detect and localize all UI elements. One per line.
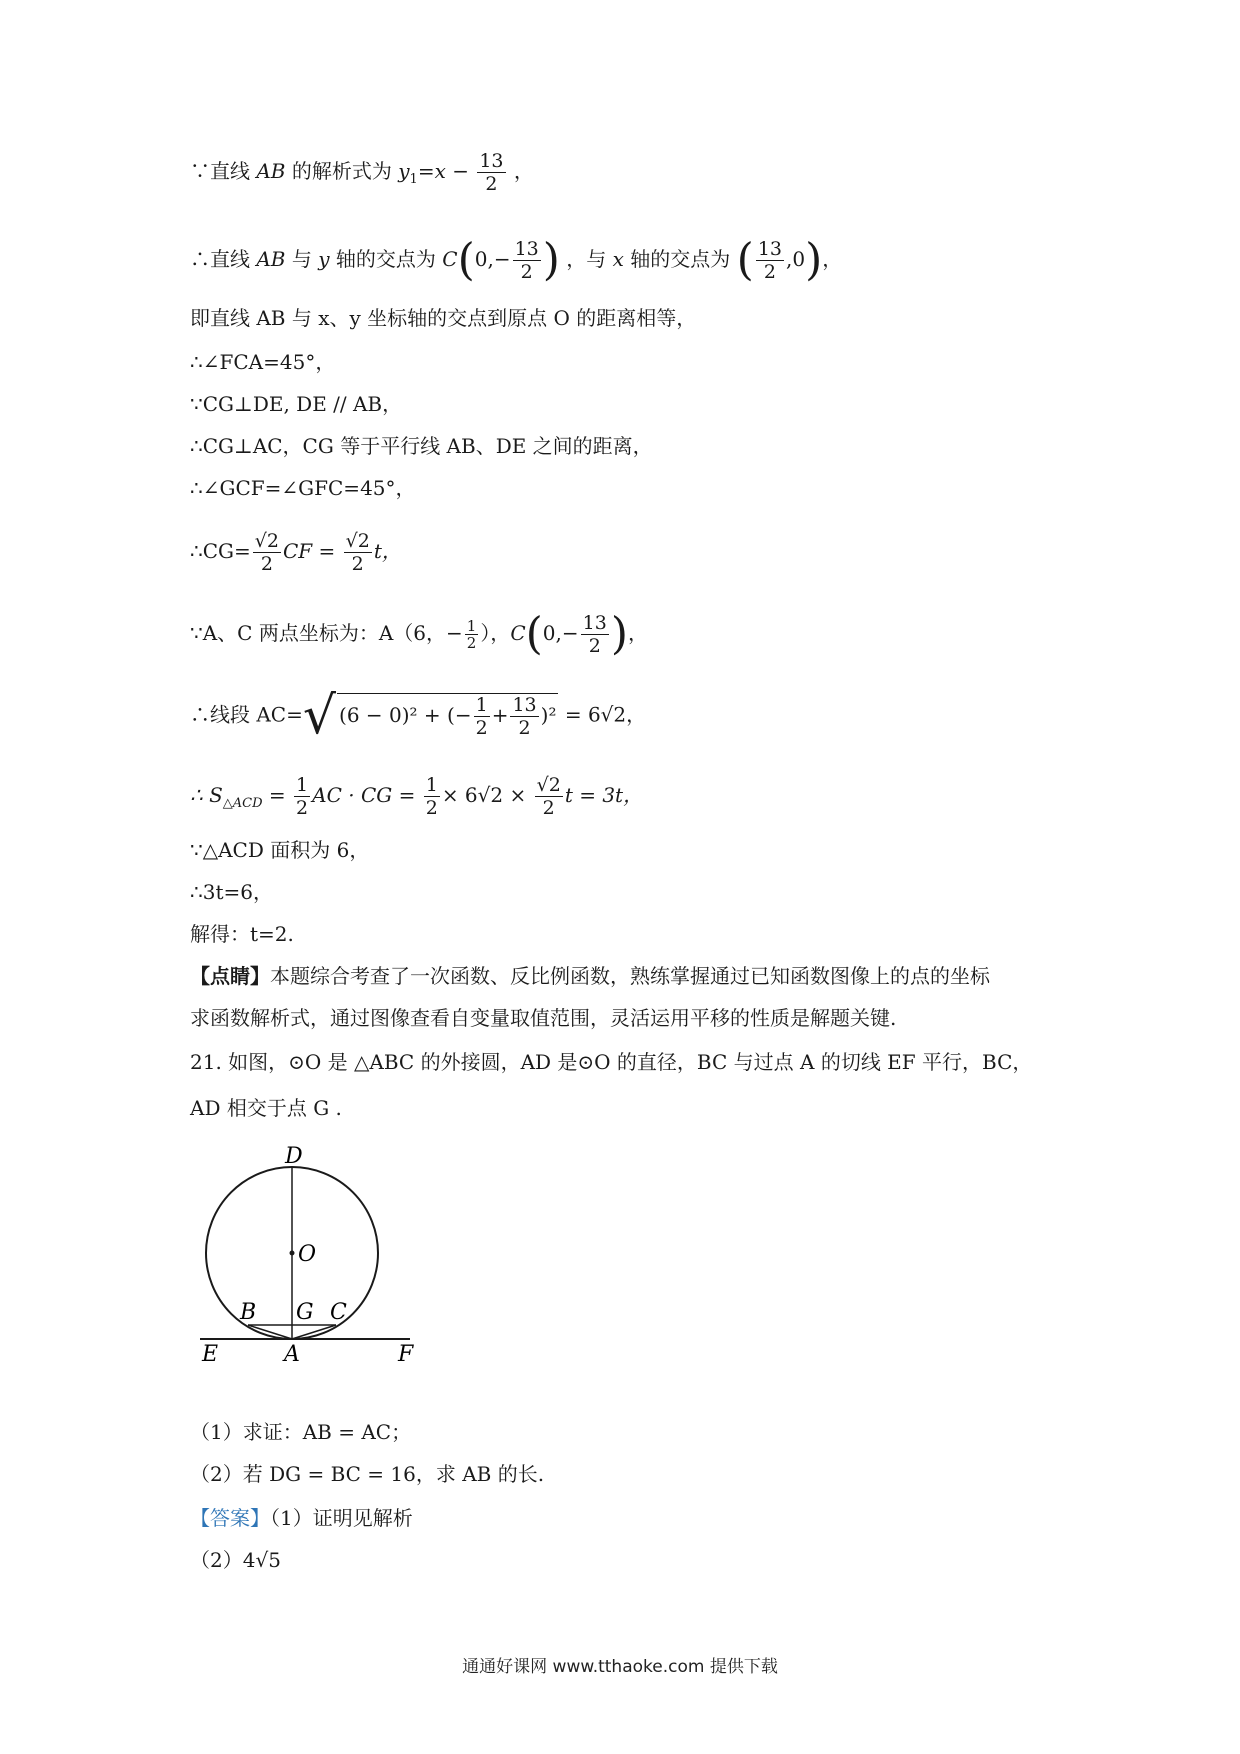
line-14: 解得：t=2. xyxy=(190,922,294,946)
fraction: $\frac{1}{2}$ xyxy=(466,617,477,652)
label-c: C xyxy=(330,1300,347,1325)
line-10: ∴线段 AC=√ (6 − 0)² + (− $\frac{1}{2}$ + $\frac{13}{2}$ )² = 6√2， xyxy=(190,686,647,746)
question-2: （2）若 DG = BC = 16，求 AB 的长. xyxy=(190,1462,545,1486)
line-5: ∵CG⊥DE, DE // AB， xyxy=(190,392,403,416)
circle-figure xyxy=(190,1135,430,1365)
line-16: 求函数解析式，通过图像查看自变量取值范围，灵活运用平移的性质是解题关键. xyxy=(190,1006,897,1030)
line-3: 即直线 AB 与 x、y 坐标轴的交点到原点 O 的距离相等， xyxy=(190,306,697,330)
question-1: （1）求证：AB = AC； xyxy=(190,1420,412,1444)
label-d: D xyxy=(285,1144,303,1169)
label-o: O xyxy=(298,1242,317,1267)
label-e: E xyxy=(202,1342,219,1365)
answer-2: （2）4√5 xyxy=(190,1548,281,1572)
fraction: $\frac{√2}{2}$ xyxy=(254,530,279,575)
line-13: ∴3t=6， xyxy=(190,880,273,904)
line-9: ∵A、C 两点坐标为：A（6，− $\frac{1}{2}$ ），C(0,− $\frac{13}{2}$ )， xyxy=(190,608,648,660)
line-18: AD 相交于点 G . xyxy=(190,1096,342,1120)
line-8: ∴CG= $\frac{√2}{2}$ CF = $\frac{√2}{2}$ t， xyxy=(190,530,402,575)
fraction: $\frac{13}{2}$ xyxy=(757,238,783,283)
line-12: ∵△ACD 面积为 6， xyxy=(190,838,370,862)
line-17: 21. 如图，⊙O 是 △ABC 的外接圆，AD 是⊙O 的直径，BC 与过点 A 的切线 EF 平行，BC， xyxy=(190,1050,1033,1074)
label-f: F xyxy=(398,1342,414,1365)
fraction: $\frac{13}{2}$ xyxy=(479,150,504,195)
line-6: ∴CG⊥AC，CG 等于平行线 AB、DE 之间的距离， xyxy=(190,434,653,458)
line-2: ∴直线 AB 与 y 轴的交点为 C(0,− $\frac{13}{2}$ ) ，与 x 轴的交点为 ( $\frac{13}{2}$ ,0)， xyxy=(190,234,843,286)
fraction: $\frac{13}{2}$ xyxy=(582,612,607,657)
page-footer: 通通好课网 www.tthaoke.com 提供下载 xyxy=(462,1657,778,1677)
label-g: G xyxy=(296,1300,314,1325)
line-7: ∴∠GCF=∠GFC=45°， xyxy=(190,476,416,500)
answer-tag: 【答案】 xyxy=(190,1506,270,1530)
label-b: B xyxy=(240,1300,257,1325)
label-a: A xyxy=(284,1342,300,1365)
line-11: ∴ $S_{\triangle ACD}$ = $\frac{1}{2}$ AC · CG = $\frac{1}{2}$ × 6√2 × $\frac{√2}{2}$ t = 3t， xyxy=(190,774,644,819)
line-15: 【点睛】本题综合考查了一次函数、反比例函数，熟练掌握通过已知函数图像上的点的坐标 xyxy=(190,964,990,988)
fraction: $\frac{√2}{2}$ xyxy=(345,530,370,575)
line-4: ∴∠FCA=45°， xyxy=(190,350,336,374)
answer-1: 【答案】（1）证明见解析 xyxy=(190,1506,413,1530)
line-1: ∵直线 AB 的解析式为 $y_1=x$ − $\frac{13}{2}$ ， xyxy=(190,150,534,195)
center-dot xyxy=(290,1251,295,1256)
radical: (6 − 0)² + (− $\frac{1}{2}$ + $\frac{13}{2}$ )² xyxy=(339,693,557,739)
fraction: $\frac{13}{2}$ xyxy=(514,238,539,283)
